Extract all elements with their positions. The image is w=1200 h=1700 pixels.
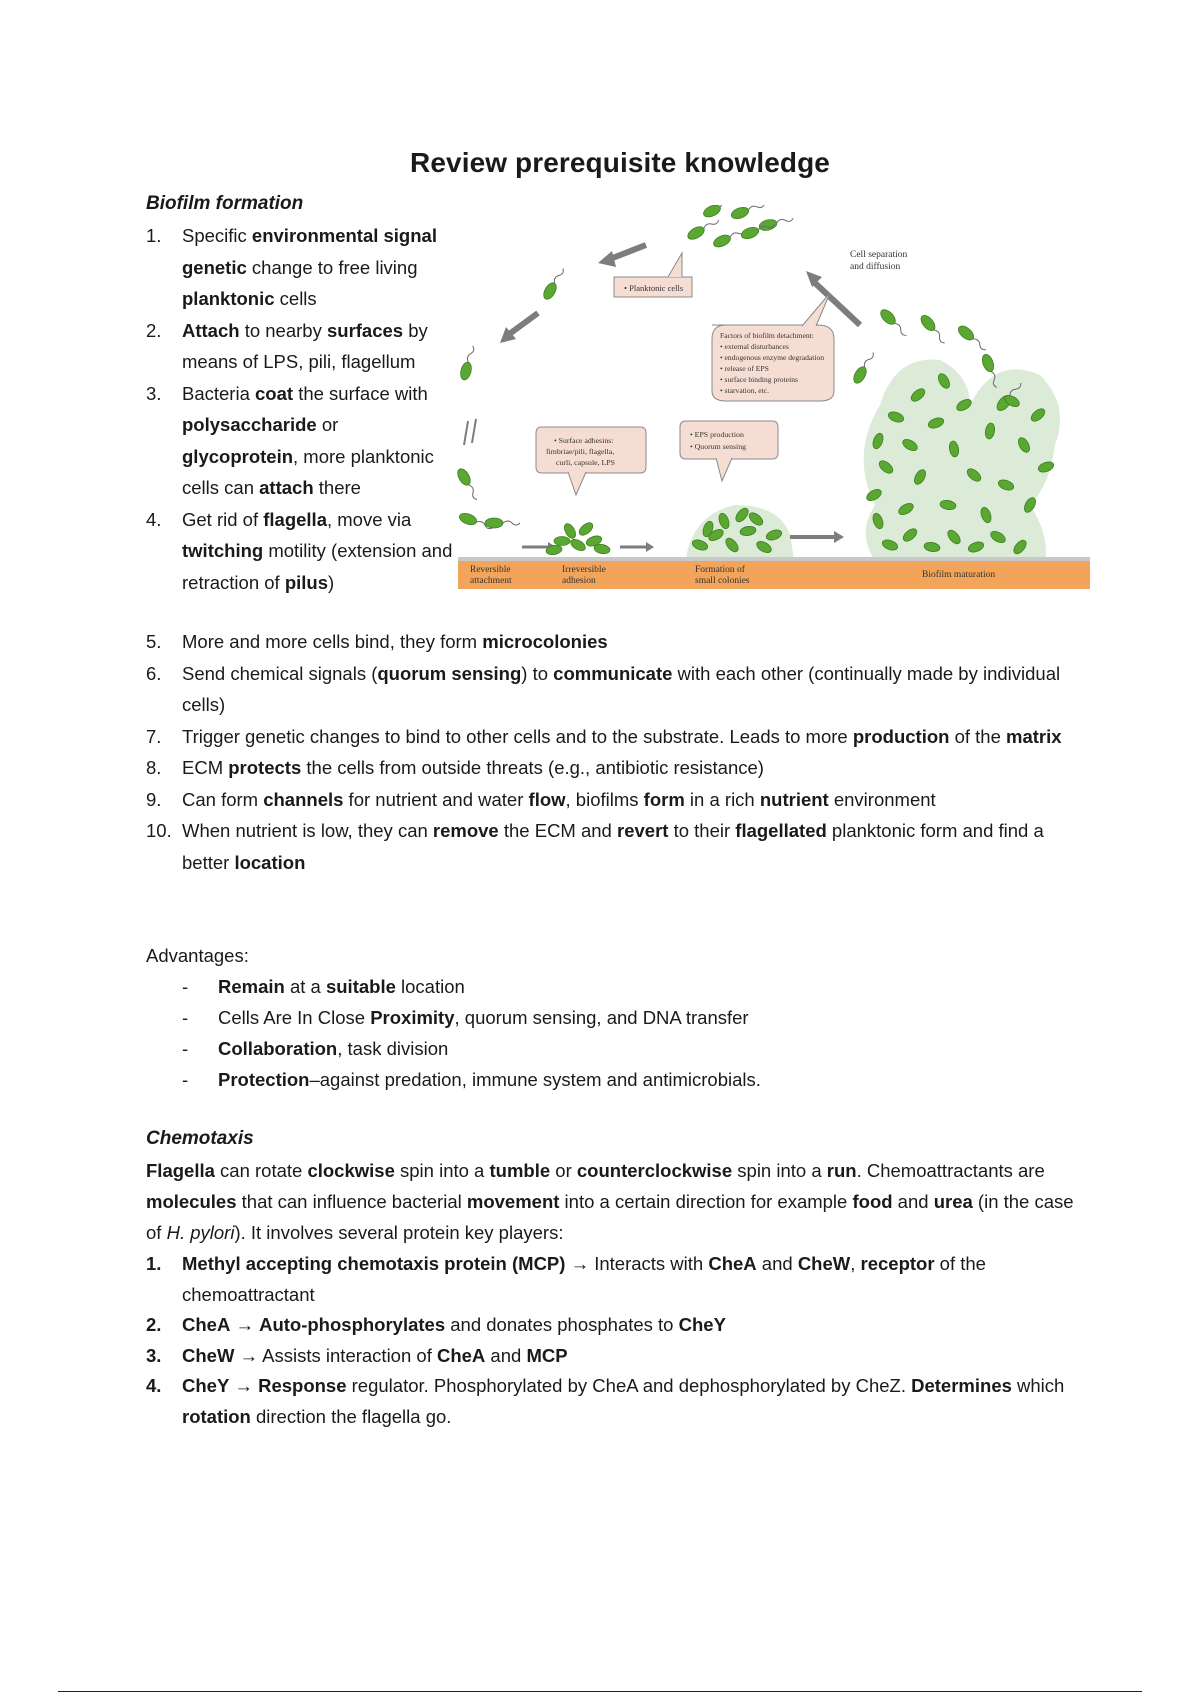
- svg-text:curli, capsule, LPS: curli, capsule, LPS: [556, 458, 615, 467]
- item-number: 2.: [146, 1314, 162, 1335]
- list-item: [182, 1002, 1082, 1033]
- item-text: When nutrient is low, they can remove the ECM and revert to their flagellated planktonic form and find a better location: [182, 820, 1044, 873]
- list-item: [146, 815, 1086, 878]
- list-item: [146, 220, 456, 315]
- svg-text:fimbriae/pili, flagella,: fimbriae/pili, flagella,: [546, 447, 615, 456]
- page-title: Review prerequisite knowledge: [410, 147, 830, 178]
- list-item: [146, 721, 1086, 753]
- item-text: Get rid of flagella, move via twitching motility (extension and retraction of pilus): [182, 508, 453, 593]
- svg-text:• EPS production: • EPS production: [690, 430, 744, 439]
- svg-text:• release of EPS: • release of EPS: [720, 364, 769, 373]
- list-item: [146, 315, 456, 378]
- item-number: 10.: [146, 820, 172, 841]
- item-text: Bacteria coat the surface with polysaccharide or glycoprotein, more planktonic cells can attach there: [182, 382, 434, 498]
- list-item: [146, 658, 1086, 721]
- item-number: 4.: [146, 1375, 162, 1396]
- item-text: CheY → Response regulator. Phosphorylated by CheA and dephosphorylated by CheZ. Determines which rotation direction the flagella go.: [182, 1375, 1065, 1427]
- svg-text:• endogenous enzyme degradatio: • endogenous enzyme degradation: [720, 353, 825, 362]
- list-item: [146, 1310, 1091, 1341]
- item-number: 1.: [146, 1253, 162, 1274]
- item-text: Attach to nearby surfaces by means of LPS, pili, flagellum: [182, 319, 428, 372]
- svg-text:• Surface adhesins:: • Surface adhesins:: [554, 436, 614, 445]
- item-text: Trigger genetic changes to bind to other cells and to the substrate. Leads to more production of the matrix: [182, 725, 1062, 747]
- list-item: [146, 1249, 1091, 1310]
- chemotaxis-intro: Flagella can rotate clockwise spin into a tumble or counterclockwise spin into a run. Chemoattractants are molecules that can influence bacterial movement into a certain direction for example food and urea (in the case of H. pylori). It involves several protein key players:: [146, 1160, 1074, 1243]
- list-item: [146, 1341, 1091, 1372]
- mature-biofilm-matrix: [864, 360, 1060, 565]
- biofilm-steps-list: [146, 220, 456, 598]
- bullet-dash: -: [182, 1069, 189, 1090]
- biofilm-heading: Biofilm formation: [146, 193, 304, 214]
- list-item: [146, 626, 1086, 658]
- page-bottom-rule: [58, 1691, 1142, 1692]
- item-number: 3.: [146, 1344, 162, 1366]
- list-item: [182, 971, 1082, 1002]
- item-text: Send chemical signals (quorum sensing) to communicate with each other (continually made by individual cells): [182, 662, 1061, 715]
- svg-text:• external disturbances: • external disturbances: [720, 342, 789, 351]
- list-item: [146, 504, 456, 599]
- svg-text:and diffusion: and diffusion: [850, 262, 901, 272]
- list-item: [146, 378, 456, 504]
- item-number: 8.: [146, 757, 162, 778]
- stage-label: Formation of: [695, 565, 745, 575]
- list-item: [146, 752, 1086, 784]
- surface-bar: [458, 559, 1090, 589]
- stage-label: small colonies: [695, 576, 750, 586]
- list-item: [146, 784, 1086, 816]
- svg-text:• Quorum sensing: • Quorum sensing: [690, 442, 747, 451]
- svg-text:• starvation, etc.: • starvation, etc.: [720, 386, 770, 395]
- planktonic-label: • Planktonic cells: [624, 283, 684, 293]
- chemotaxis-proteins-list: [146, 1249, 1091, 1432]
- item-number: 7.: [146, 725, 162, 747]
- advantages-list: [182, 971, 1082, 1095]
- item-text: More and more cells bind, they form microcolonies: [182, 631, 608, 652]
- bullet-dash: -: [182, 1007, 189, 1028]
- item-text: Can form channels for nutrient and water flow, biofilms form in a rich nutrient environment: [182, 788, 936, 810]
- item-number: 5.: [146, 631, 162, 652]
- bullet-dash: -: [182, 1038, 189, 1059]
- stage-label: Biofilm maturation: [922, 570, 996, 580]
- item-text: Specific environmental signal genetic change to free living planktonic cells: [182, 225, 437, 309]
- item-text: Remain at a suitable location: [218, 976, 465, 997]
- biofilm-steps-list-continued: [146, 626, 1086, 878]
- advantages-label: Advantages:: [146, 945, 249, 966]
- stage-label: Irreversible: [562, 565, 606, 575]
- svg-text:Factors of biofilm detachment:: Factors of biofilm detachment:: [720, 331, 814, 340]
- item-number: 2.: [146, 319, 162, 341]
- item-text: Protection–against predation, immune system and antimicrobials.: [218, 1069, 761, 1090]
- biofilm-lifecycle-diagram: [450, 205, 1090, 615]
- list-item: [182, 1064, 1082, 1095]
- stage-label: adhesion: [562, 576, 596, 586]
- eps-callout: [680, 421, 778, 481]
- svg-text:Cell separation: Cell separation: [850, 250, 908, 260]
- stage-label: attachment: [470, 576, 512, 586]
- adhesion-callout: [536, 427, 646, 495]
- item-number: 6.: [146, 662, 162, 684]
- item-number: 3.: [146, 382, 162, 404]
- item-text: Methyl accepting chemotaxis protein (MCP) → Interacts with CheA and CheW, receptor of the chemoattractant: [182, 1253, 986, 1305]
- item-text: CheW → Assists interaction of CheA and MCP: [182, 1344, 568, 1366]
- cell-separation-label: [850, 250, 907, 272]
- item-text: CheA → Auto-phosphorylates and donates phosphates to CheY: [182, 1314, 726, 1335]
- item-number: 1.: [146, 225, 162, 246]
- item-text: Cells Are In Close Proximity, quorum sensing, and DNA transfer: [218, 1007, 749, 1028]
- stage-label: Reversible: [470, 565, 511, 575]
- item-number: 9.: [146, 788, 162, 810]
- planktonic-callout: [614, 253, 692, 297]
- item-text: ECM protects the cells from outside threats (e.g., antibiotic resistance): [182, 757, 764, 778]
- item-text: Collaboration, task division: [218, 1038, 449, 1059]
- list-item: [146, 1371, 1091, 1432]
- list-item: [182, 1033, 1082, 1064]
- svg-text:• surface binding proteins: • surface binding proteins: [720, 375, 798, 384]
- item-number: 4.: [146, 508, 162, 530]
- bullet-dash: -: [182, 976, 189, 997]
- chemotaxis-heading: Chemotaxis: [146, 1128, 254, 1149]
- detachment-callout: [712, 293, 834, 401]
